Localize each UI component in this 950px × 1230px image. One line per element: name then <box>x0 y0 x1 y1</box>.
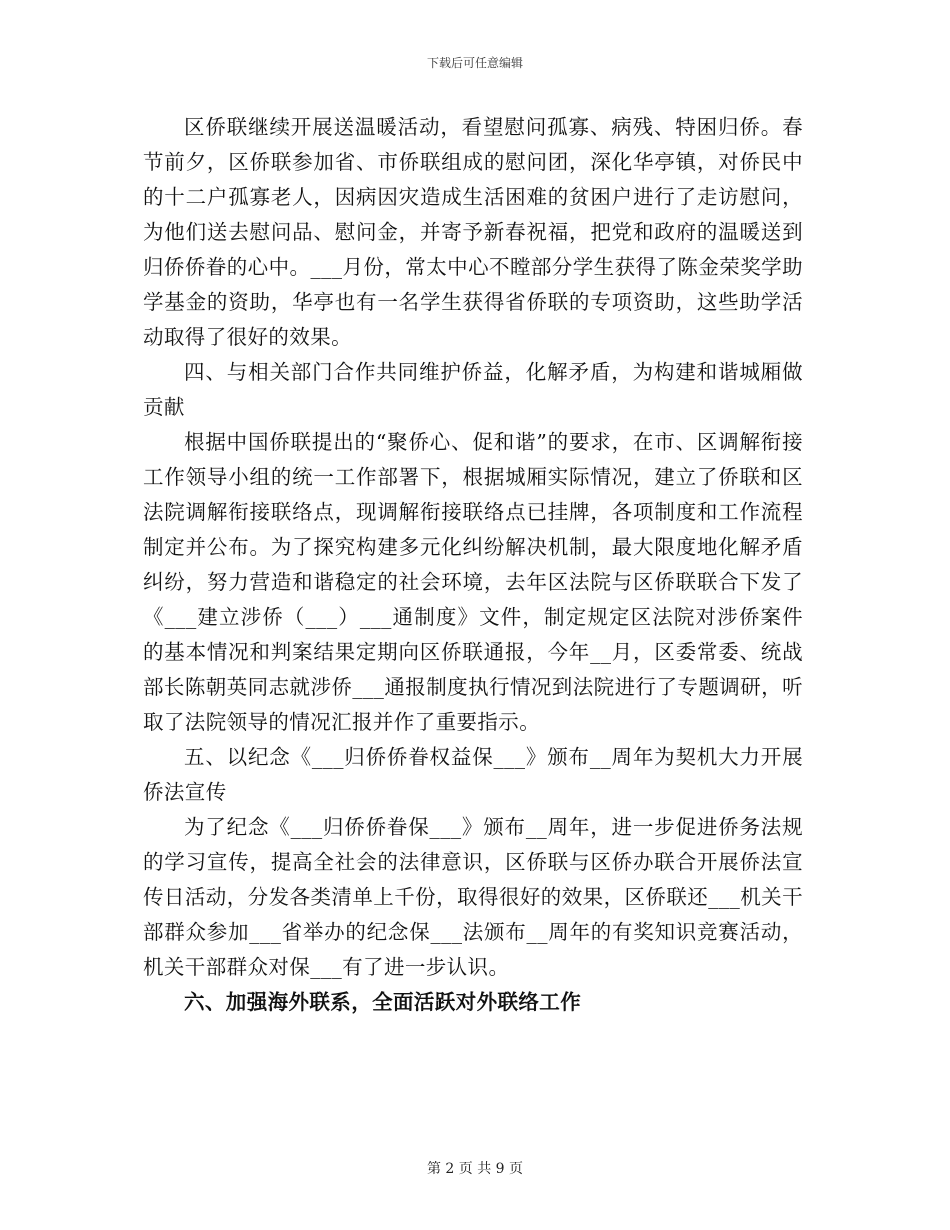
document-body <box>143 110 803 1020</box>
page-number: 第 2 页 共 9 页 <box>426 1161 524 1177</box>
paragraph-law-promotion: 为了纪念《___归侨侨眷保___》颁布__周年，进一步促进侨务法规的学习宣传，提高全社会的法律意识，区侨联与区侨办联合开展侨法宣传日活动，分发各类清单上千份，取得很好的效果，区侨联还___机关干部群众参加___省举办的纪念保___法颁布__周年的有奖知识竞赛活动，机关干部群众对保___有了进一步认识。 <box>143 815 803 979</box>
paragraph-relief-activities: 区侨联继续开展送温暖活动，看望慰问孤寡、病残、特困归侨。春节前夕，区侨联参加省、市侨联组成的慰问团，深化华亭镇，对侨民中的十二户孤寡老人，因病因灾造成生活困难的贫困户进行了走访慰问，为他们送去慰问品、慰问金，并寄予新春祝福，把党和政府的温暖送到归侨侨眷的心中。___月份，常太中心不瞠部分学生获得了陈金荣奖学助学基金的资助，华亭也有一名学生获得省侨联的专项资助，这些助学活动取得了很好的效果。 <box>143 115 803 349</box>
section-heading-6: 六、加强海外联系，全面活跃对外联络工作 <box>184 990 582 1014</box>
section-heading-5: 五、以纪念《___归侨侨眷权益保___》颁布__周年为契机大力开展侨法宣传 <box>143 745 803 804</box>
paragraph-mediation: 根据中国侨联提出的“聚侨心、促和谐”的要求，在市、区调解衔接工作领导小组的统一工作部署下，根据城厢实际情况，建立了侨联和区法院调解衔接联络点，现调解衔接联络点已挂牌，各项制度和工作流程制定并公布。为了探究构建多元化纠纷解决机制，最大限度地化解矛盾纠纷，努力营造和谐稳定的社会环境，去年区法院与区侨联联合下发了《___建立涉侨（___）___通制度》文件，制定规定区法院对涉侨案件的基本情况和判案结果定期向区侨联通报，今年__月，区委常委、统战部长陈朝英同志就涉侨___通报制度执行情况到法院进行了专题调研，听取了法院领导的情况汇报并作了重要指示。 <box>143 430 803 734</box>
page-header: 下载后可任意编辑 <box>426 56 523 70</box>
section-heading-4: 四、与相关部门合作共同维护侨益，化解矛盾，为构建和谐城厢做贡献 <box>143 360 803 419</box>
